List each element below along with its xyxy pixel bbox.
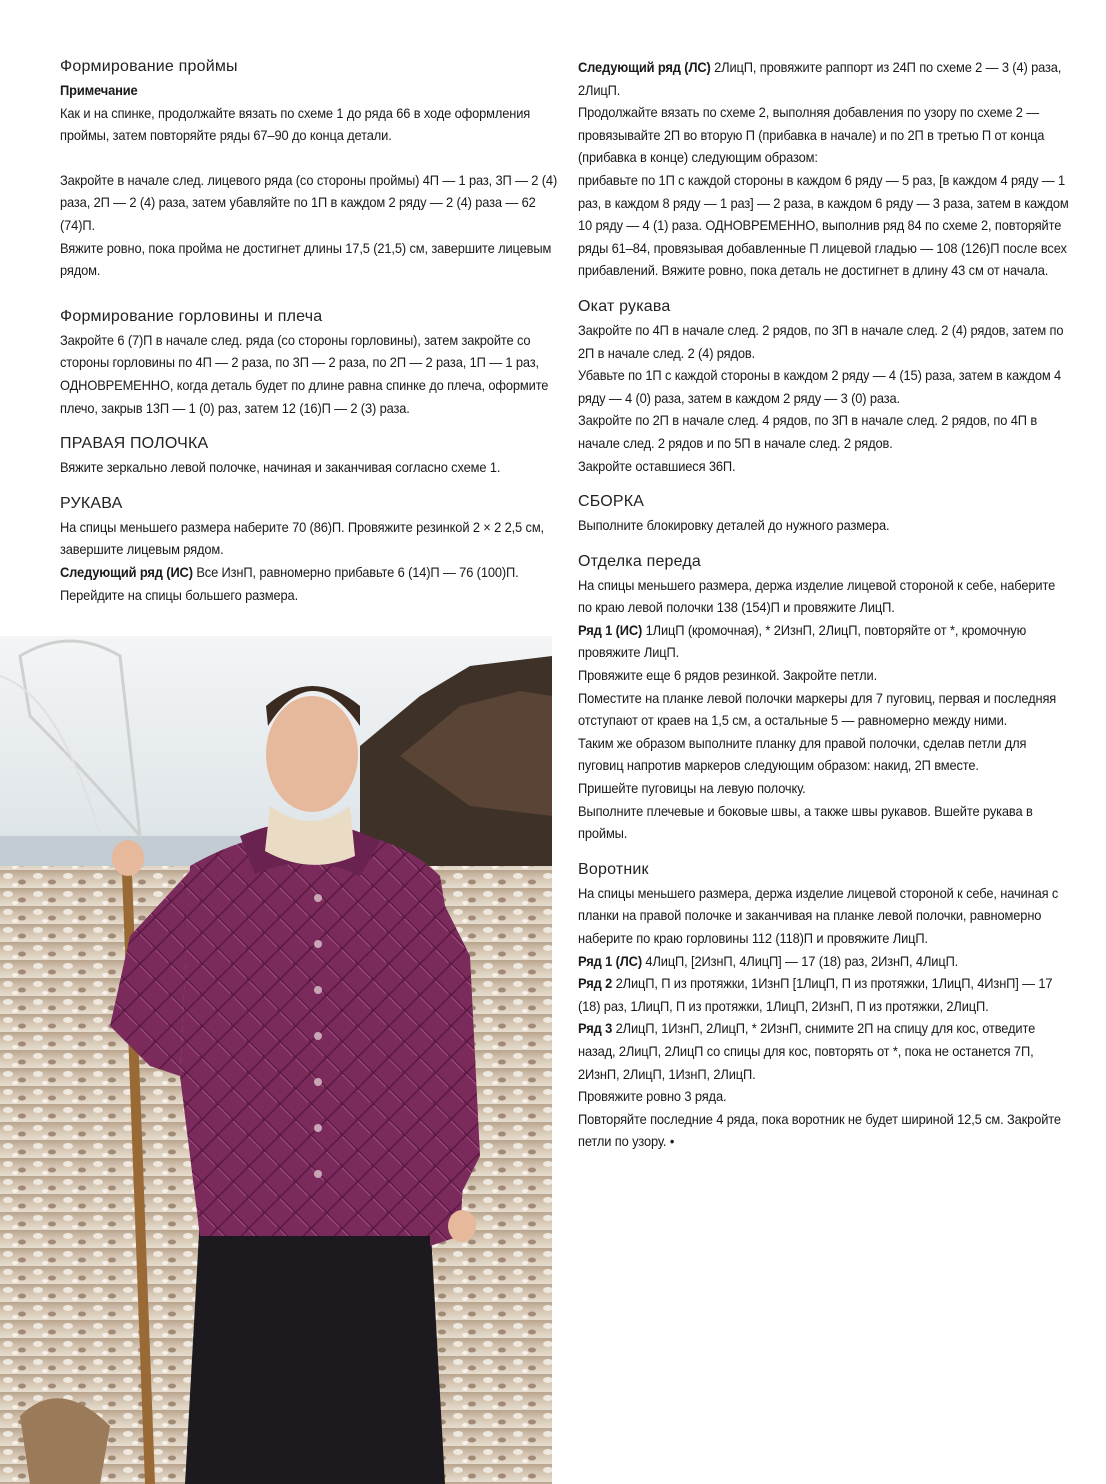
- trim-text-5: Пришейте пуговицы на левую полочку.: [578, 780, 806, 797]
- heading-sleeves: РУКАВА: [60, 494, 123, 512]
- trim-text-2: Провяжите еще 6 рядов резинкой. Закройте петли.: [578, 667, 878, 684]
- increase-text: прибавьте по 1П с каждой стороны в каждом 6 ряду — 5 раз, [в каждом 4 ряду — 1 раз, в каждом 8 ряду — 1 раз] — 2 раза, в каждом 6 ряду — 3 раза, затем в каждом 10 ряду — 4 (1) раза. ОДНОВРЕМЕННО, выполнив ряд 84 по схеме 2, повторяйте ряды 61–84, провязывая добавленные П лицевой гладью — 108 (126)П после всех прибавлений. Вяжите ровно, пока деталь не достигнет в длину 43 см от начала.: [578, 171, 1069, 279]
- assembly-text: Выполните блокировку деталей до нужного размера.: [578, 517, 890, 534]
- collar-row-2-label: Ряд 2: [578, 975, 613, 992]
- collar-row-3-text: 2ЛицП, 1ИзнП, 2ЛицП, * 2ИзнП, снимите 2П на спицу для кос, отведите назад, 2ЛицП, 2ЛицП со спицы для кос, повторять от *, пока не останется 7П, 2ИзнП, 2ЛицП, 1ИзнП, 2ЛицП.: [578, 1020, 1036, 1082]
- trim-text-4: Таким же образом выполните планку для правой полочки, сделав петли для пуговиц напротив маркеров следующим образом: накид, 2П вместе.: [578, 734, 1027, 774]
- heading-assembly: СБОРКА: [578, 493, 645, 511]
- armhole-close-text: Закройте в начале след. лицевого ряда (со стороны проймы) 4П — 1 раз, 3П — 2 (4) раза, 2П — 2 (4) раза, затем убавляйте по 1П в каждом 2 ряду — 2 (4) раза — 62 (74)П.: [60, 171, 558, 233]
- heading-front-trim: Отделка переда: [578, 552, 702, 570]
- collar-row-3-label: Ряд 3: [578, 1020, 613, 1037]
- sleeve-next-row-rs: [578, 56, 1070, 101]
- trim-row-1-text: 1ЛицП (кромочная), * 2ИзнП, 2ЛицП, повторяйте от *, кромочную провяжите ЛицП.: [578, 621, 1027, 661]
- next-row-label: Следующий ряд (ИС): [60, 563, 193, 580]
- heading-collar: Воротник: [578, 860, 649, 878]
- trim-text-1: На спицы меньшего размера, держа изделие лицевой стороной к себе, наберите по краю левой полочки 138 (154)П и провяжите ЛицП.: [578, 576, 1056, 616]
- note-title: Примечание: [60, 82, 138, 98]
- model-photo: [0, 636, 552, 1484]
- cap-text-2: Убавьте по 1П с каждой стороны в каждом 2 ряду — 4 (15) раза, затем в каждом 4 ряду — 4 (0) раза, затем в каждом 2 ряду — 3 (0) раза.: [578, 367, 1062, 406]
- next-row-rs-text: 2ЛицП, провяжите раппорт из 24П по схеме 2 — 3 (4) раза, 2ЛицП.: [578, 59, 1062, 98]
- left-column: [60, 56, 560, 606]
- collar-text-3: Повторяйте последние 4 ряда, пока воротник не будет шириной 12,5 см. Закройте петли по узору. •: [578, 1110, 1061, 1150]
- trim-row-1-label: Ряд 1 (ИС): [578, 621, 643, 638]
- next-row-text: Все ИзнП, равномерно прибавьте 6 (14)П — 76 (100)П. Перейдите на спицы большего размера.: [60, 563, 519, 603]
- note-text: Как и на спинке, продолжайте вязать по схеме 1 до ряда 66 в ходе оформления проймы, затем повторяйте ряды 67–90 до конца детали.: [60, 104, 531, 144]
- right-front-text: Вяжите зеркально левой полочке, начиная и заканчивая согласно схеме 1.: [60, 459, 501, 476]
- continue-text: Продолжайте вязать по схеме 2, выполняя добавления по узору по схеме 2 — провязывайте 2П во вторую П (прибавка в начале) и по 2П в третью П от конца (прибавка в конце) следующим образом:: [578, 104, 1045, 166]
- collar-row-1-text: 4ЛицП, [2ИзнП, 4ЛицП] — 17 (18) раз, 2ИзнП, 4ЛицП.: [641, 952, 959, 969]
- trim-text-3: Поместите на планке левой полочки маркеры для 7 пуговиц, первая и последняя отступают от краев на 1,5 см, а остальные 5 — равномерно между ними.: [578, 689, 1057, 729]
- cap-text-1: Закройте по 4П в начале след. 2 рядов, по 3П в начале след. 2 (4) рядов, затем по 2П в начале след. 2 (4) рядов.: [578, 321, 1064, 361]
- trim-text-6: Выполните плечевые и боковые швы, а также швы рукавов. Вшейте рукава в проймы.: [578, 802, 1033, 842]
- collar-row-1-label: Ряд 1 (ЛС): [578, 952, 642, 969]
- collar-row-2: [578, 972, 1070, 1017]
- heading-right-front: ПРАВАЯ ПОЛОЧКА: [60, 435, 209, 453]
- neck-text: Закройте 6 (7)П в начале след. ряда (со стороны горловины), затем закройте со стороны горловины по 4П — 2 раза, по 3П — 2 раза, по 2П — 2 раза, 1П — 1 раз, ОДНОВРЕМЕННО, когда деталь будет по длине равна спинке до плеча, оформите плечо, закрыв 13П — 1 (0) раз, затем 12 (16)П — 2 (3) раза.: [60, 331, 549, 416]
- collar-row-2-text: 2ЛицП, П из протяжки, 1ИзнП [1ЛицП, П из протяжки, 1ЛицП, 4ИзнП] — 17 (18) раз, 1ЛицП, П из протяжки, 1ЛицП, 2ИзнП, П из протяжки, 2ЛицП.: [578, 975, 1053, 1014]
- heading-sleeve-cap: Окат рукава: [578, 297, 671, 315]
- trim-row-1: [578, 619, 1070, 664]
- heading-armhole: Формирование проймы: [60, 58, 238, 75]
- right-column: [578, 56, 1070, 1153]
- next-row-rs-label: Следующий ряд (ЛС): [578, 59, 711, 75]
- collar-text-1: На спицы меньшего размера, держа изделие лицевой стороной к себе, начиная с планки на правой полочке и заканчивая на планке левой полочки, равномерно наберите по краю горловины 112 (118)П и провяжите ЛицП.: [578, 884, 1059, 946]
- sleeves-next-row: [60, 561, 560, 606]
- sleeves-text: На спицы меньшего размера наберите 70 (86)П. Провяжите резинкой 2 × 2 2,5 см, завершите лицевым рядом.: [60, 518, 544, 558]
- armhole-straight-text: Вяжите ровно, пока пройма не достигнет длины 17,5 (21,5) см, завершите лицевым рядом.: [60, 239, 552, 279]
- cap-text-4: Закройте оставшиеся 36П.: [578, 457, 736, 474]
- collar-row-1: [578, 950, 1070, 973]
- collar-text-2: Провяжите ровно 3 ряда.: [578, 1088, 727, 1105]
- cap-text-3: Закройте по 2П в начале след. 4 рядов, по 3П в начале след. 2 рядов, по 4П в начале след. 2 рядов и по 5П в начале след. 2 рядов.: [578, 412, 1038, 451]
- heading-neck-shoulder: Формирование горловины и плеча: [60, 307, 323, 325]
- collar-row-3: [578, 1017, 1070, 1085]
